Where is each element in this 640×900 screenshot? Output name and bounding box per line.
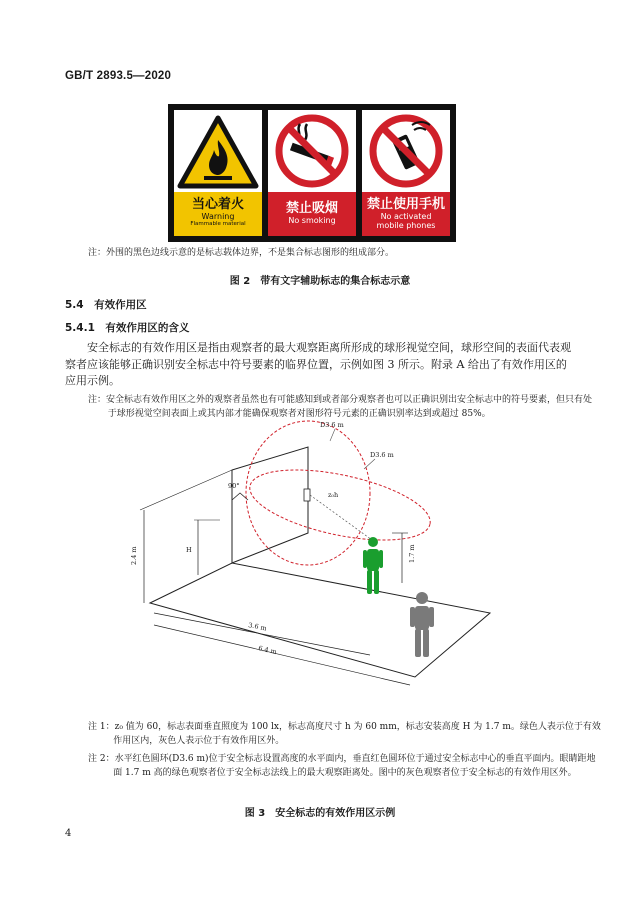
dim-64-label: 6.4 m xyxy=(257,644,278,657)
sign-no-smoking-band xyxy=(268,192,356,236)
figure2-caption: 图 2 带有文字辅助标志的集合标志示意 xyxy=(229,276,411,287)
ring-right-leader xyxy=(364,459,375,469)
observer-inside-icon xyxy=(363,537,383,594)
sign-no-mobile-en1: No activated xyxy=(380,212,432,221)
fire-warning-icon xyxy=(174,110,262,192)
dim-24-tick-top xyxy=(140,470,232,510)
sign-warning-fire-en2: Flammable material xyxy=(190,221,246,227)
safety-sign-marker xyxy=(304,489,310,501)
sign-no-mobile-cn: 禁止使用手机 xyxy=(366,197,445,212)
no-smoking-icon xyxy=(268,110,356,192)
page-number: 4 xyxy=(65,828,72,839)
section-title: 5.4 有效作用区 xyxy=(65,299,147,311)
dim-64-line xyxy=(154,625,410,685)
sign-warning-fire-cn: 当心着火 xyxy=(191,197,244,212)
effective-zone-diagram xyxy=(120,415,500,715)
ring-right-label: D3.6 m xyxy=(370,451,394,459)
wall-plane xyxy=(232,447,308,563)
dim-17-label: 1.7 m xyxy=(408,544,416,563)
dim-36-label: 3.6 m xyxy=(247,621,268,633)
combined-signs-figure xyxy=(168,104,456,242)
dim-H-label: H xyxy=(186,546,192,554)
floor-plane xyxy=(150,563,490,677)
figure2-note: 注：外围的黑色边线示意的是标志载体边界，不是集合标志图形的组成部分。 xyxy=(88,248,395,258)
subsection-title: 5.4.1 有效作用区的含义 xyxy=(65,322,190,334)
sight-line xyxy=(310,495,372,540)
dim-24-label: 2.4 m xyxy=(130,546,138,565)
no-mobile-phone-icon xyxy=(362,110,450,192)
ring-top-label: D3.6 m xyxy=(320,421,344,429)
section-note: 注：安全标志有效作用区之外的观察者虽然也有可能感知到或者部分观察者也可以正确识别出安全标志中的符号要素，但只有处于球形视觉空间表面上或其内部才能确保观察者对图形符号元素的正确识别率达到或超过 85%。 xyxy=(88,395,593,419)
sign-no-mobile xyxy=(362,110,450,236)
section-paragraph: 安全标志的有效作用区是指由观察者的最大观察距离所形成的球形视觉空间，球形空间的表面代表观察者应该能够正确识别安全标志中符号要素的临界位置，示例如图 3 所示。附录 A 给出了有效作用区的应用示例。 xyxy=(65,341,571,387)
sign-no-smoking xyxy=(268,110,356,236)
horizontal-ring xyxy=(244,457,436,554)
z-label: z₀h xyxy=(328,491,339,499)
sign-warning-fire-en1: Warning xyxy=(201,212,235,221)
sign-no-smoking-cn: 禁止吸烟 xyxy=(285,201,338,216)
sign-no-mobile-band xyxy=(362,192,450,236)
sign-no-smoking-en1: No smoking xyxy=(288,216,336,225)
sign-warning-fire-band xyxy=(174,192,262,236)
figure3-caption: 图 3 安全标志的有效作用区示例 xyxy=(244,808,396,819)
figure3-note-1: 注 1：z₀ 值为 60，标志表面垂直照度为 100 lx，标志高度尺寸 h 为 60 mm，标志安装高度 H 为 1.7 m。绿色人表示位于有效作用区内，灰色人表示位于有效作用区外。 xyxy=(88,722,601,746)
standard-code: GB/T 2893.5—2020 xyxy=(65,70,172,82)
sign-no-mobile-en2: mobile phones xyxy=(376,221,436,230)
ring-top-leader xyxy=(330,429,335,441)
sign-warning-fire xyxy=(174,110,262,236)
angle-label: 90° xyxy=(228,482,240,490)
figure3-note-2: 注 2：水平红色圆环(D3.6 m)位于安全标志设置高度的水平面内，垂直红色圆环位于通过安全标志中心的垂直平面内。眼睛距地面 1.7 m 高的绿色观察者位于安全标志法线上的最大观察距离处。图中的灰色观察者位于安全标志的有效作用区外。 xyxy=(88,754,596,778)
